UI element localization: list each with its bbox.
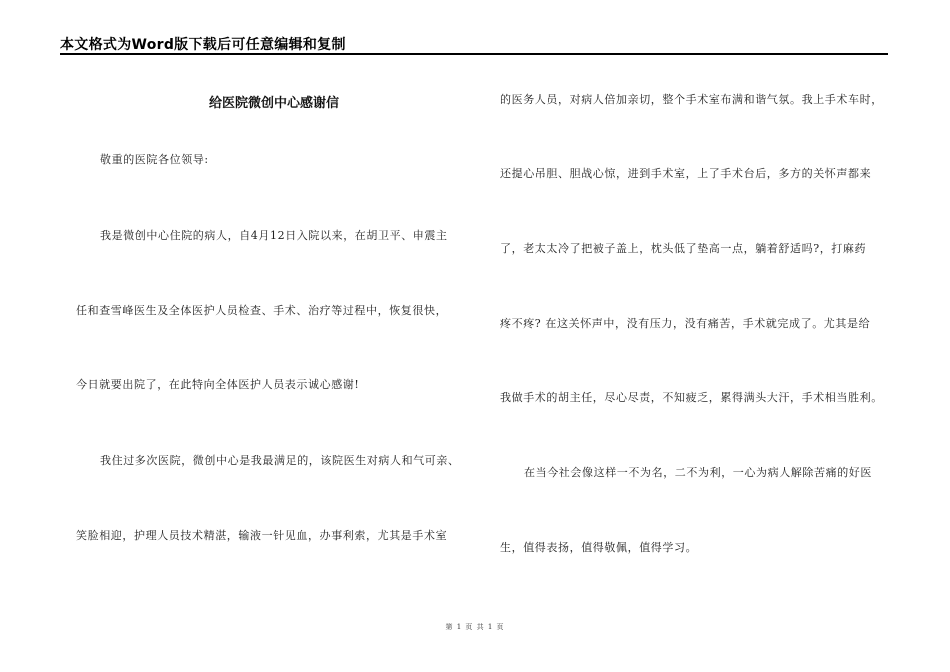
- paragraph-line: 还提心吊胆、胆战心惊，进到手术室，上了手术台后，多方的关怀声都来: [500, 167, 872, 180]
- paragraph-line: 今日就要出院了，在此特向全体医护人员表示诚心感谢!: [76, 378, 360, 391]
- salutation: 敬重的医院各位领导:: [100, 153, 209, 166]
- paragraph-line: 我做手术的胡主任，尽心尽责，不知疲乏，累得满头大汗，手术相当胜利。: [500, 391, 883, 404]
- document-title: 给医院微创中心感谢信: [208, 96, 339, 111]
- paragraph-line: 了，老太太冷了把被子盖上，枕头低了垫高一点，躺着舒适吗?，打麻药: [500, 242, 867, 255]
- paragraph-line: 任和查雪峰医生及全体医护人员检查、手术、治疗等过程中，恢复很快，: [76, 304, 448, 317]
- paragraph-line: 笑脸相迎，护理人员技术精湛，输液一针见血，办事利索，尤其是手术室: [76, 529, 448, 542]
- paragraph-line: 在当今社会像这样一不为名，二不为利，一心为病人解除苦痛的好医: [524, 466, 872, 479]
- paragraph-line: 疼不疼? 在这关怀声中，没有压力，没有痛苦，手术就完成了。尤其是给: [500, 317, 871, 330]
- word-format-banner: 本文格式为Word版下载后可任意编辑和复制: [60, 37, 346, 53]
- paragraph-line: 我是微创中心住院的病人，自4月12日入院以来，在胡卫平、申震主: [100, 229, 448, 242]
- paragraph-line: 生，值得表扬，值得敬佩，值得学习。: [500, 541, 698, 554]
- document-header: [60, 34, 888, 54]
- paragraph-line: 我住过多次医院，微创中心是我最满足的，该院医生对病人和气可亲、: [100, 454, 460, 467]
- header-divider: [60, 53, 888, 55]
- page-number: 第 1 页 共 1 页: [445, 623, 505, 631]
- paragraph-line: 的医务人员，对病人倍加亲切，整个手术室布满和谐气氛。我上手术车时，: [500, 93, 883, 106]
